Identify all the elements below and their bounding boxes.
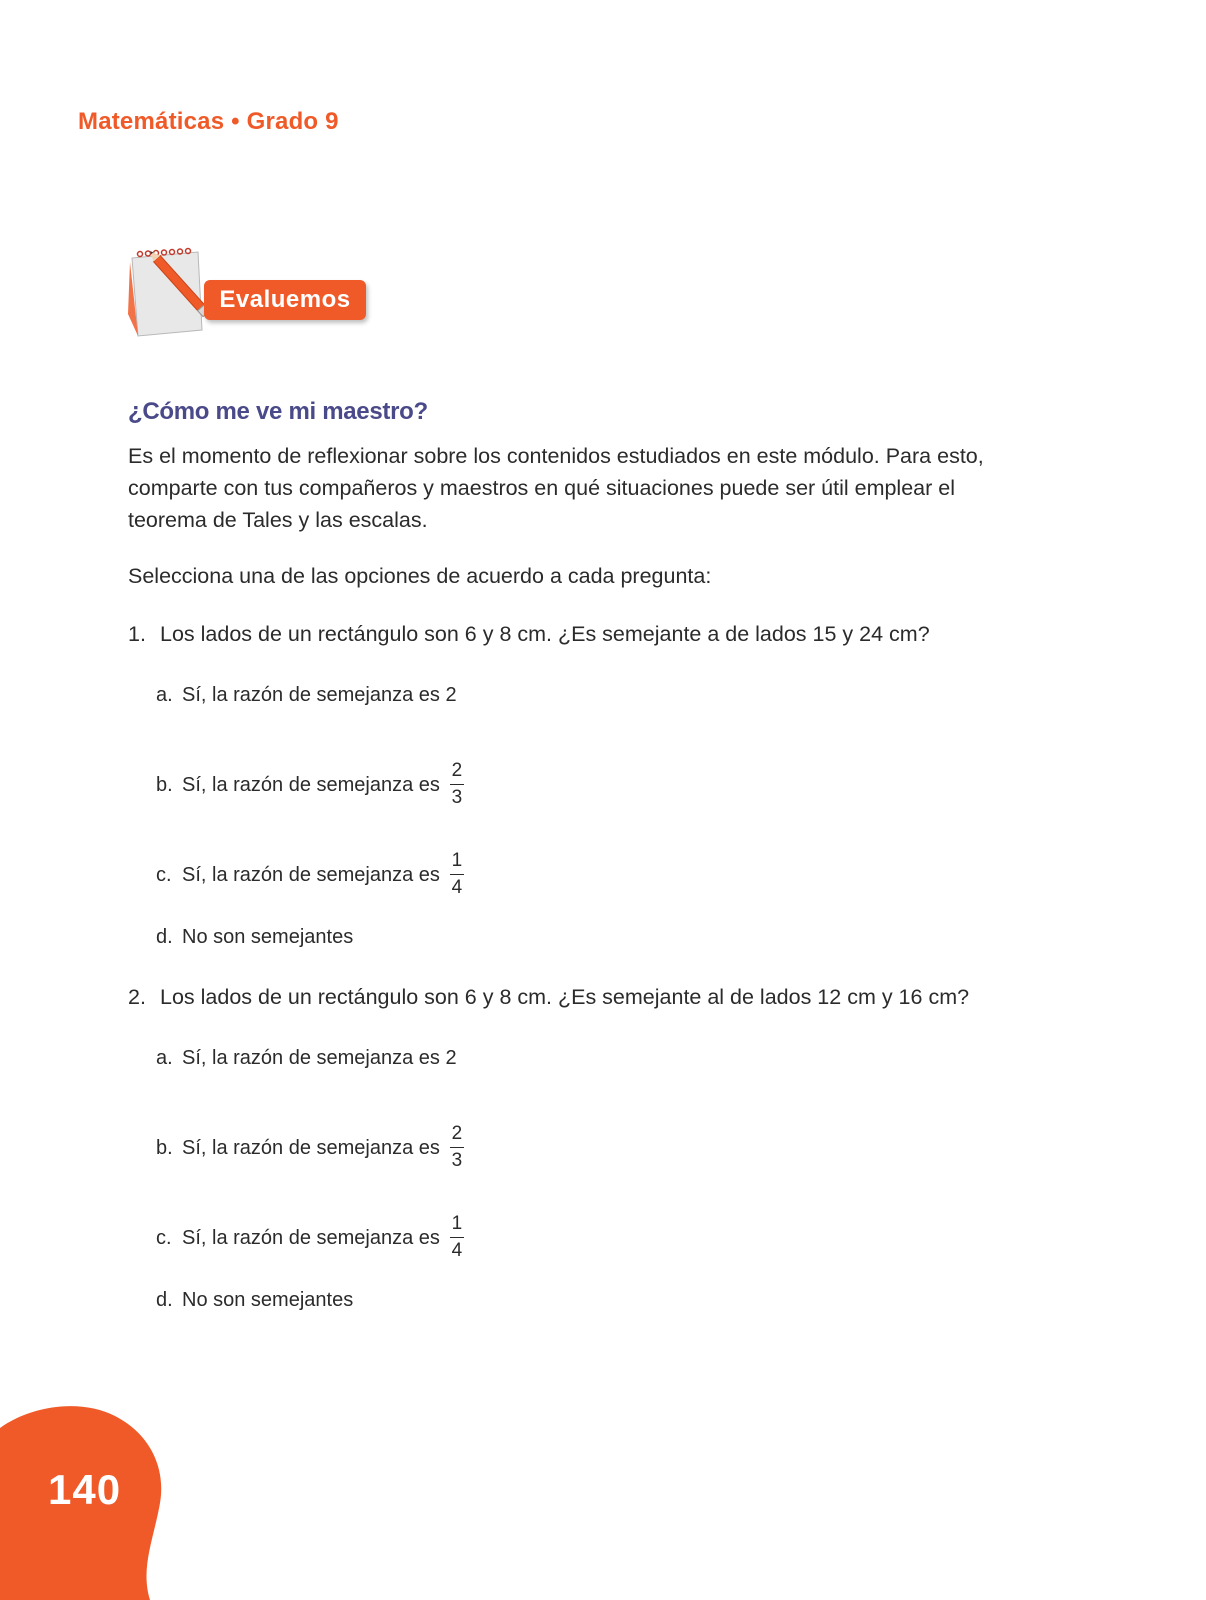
fraction-bar — [450, 1237, 464, 1238]
option-text: Sí, la razón de semejanza es 2 — [182, 684, 457, 706]
option-letter: d. — [156, 1289, 173, 1311]
fraction — [450, 850, 464, 899]
q2-option-a[interactable] — [156, 1043, 457, 1073]
option-text: Sí, la razón de semejanza es — [182, 773, 440, 796]
header-title: Matemáticas • Grado 9 — [78, 108, 339, 135]
question-2 — [128, 981, 969, 1013]
fraction-bar — [450, 1147, 464, 1148]
fraction — [450, 1123, 464, 1172]
fraction — [450, 760, 464, 809]
option-letter: b. — [156, 1136, 173, 1159]
fraction-denominator: 4 — [451, 877, 463, 898]
option-letter: c. — [156, 863, 172, 886]
q1-option-d[interactable] — [156, 922, 353, 952]
fraction-denominator: 3 — [451, 787, 463, 808]
fraction-numerator: 2 — [451, 760, 463, 781]
option-text: No son semejantes — [182, 926, 354, 948]
question-text: Los lados de un rectángulo son 6 y 8 cm. ¿Es semejante a de lados 15 y 24 cm? — [159, 622, 930, 646]
section-heading: ¿Cómo me ve mi maestro? — [128, 398, 428, 425]
fraction-bar — [450, 874, 464, 875]
badge-label: Evaluemos — [204, 280, 366, 320]
option-letter: a. — [156, 1047, 173, 1069]
q1-option-c[interactable] — [156, 850, 464, 899]
option-text: Sí, la razón de semejanza es — [182, 863, 440, 886]
page-number: 140 — [48, 1466, 122, 1513]
intro-paragraph: Es el momento de reflexionar sobre los contenidos estudiados en este módulo. Para esto, comparte con tus compañeros y maestros en qué situaciones puede ser útil emplear el teorema de Tales y las escalas. — [128, 444, 984, 532]
option-letter: c. — [156, 1226, 172, 1249]
question-text: Los lados de un rectángulo son 6 y 8 cm. ¿Es semejante al de lados 12 cm y 16 cm? — [159, 985, 970, 1009]
fraction-numerator: 2 — [451, 1123, 463, 1144]
option-letter: d. — [156, 926, 173, 948]
fraction-numerator: 1 — [451, 850, 463, 871]
question-number: 2. — [128, 985, 146, 1009]
fraction-denominator: 3 — [451, 1150, 463, 1171]
instruction-text: Selecciona una de las opciones de acuerdo a cada pregunta: — [128, 564, 712, 588]
option-letter: b. — [156, 773, 173, 796]
question-number: 1. — [128, 622, 146, 646]
option-letter: a. — [156, 684, 173, 706]
question-1 — [128, 618, 930, 650]
q2-option-c[interactable] — [156, 1213, 464, 1262]
fraction-numerator: 1 — [451, 1213, 463, 1234]
fraction-bar — [450, 784, 464, 785]
q1-option-a[interactable] — [156, 680, 457, 710]
evaluemos-badge — [124, 244, 374, 344]
q1-option-b[interactable] — [156, 760, 464, 809]
q2-option-b[interactable] — [156, 1123, 464, 1172]
fraction — [450, 1213, 464, 1262]
option-text: No son semejantes — [182, 1289, 354, 1311]
option-text: Sí, la razón de semejanza es — [182, 1226, 440, 1249]
q2-option-d[interactable] — [156, 1285, 353, 1315]
option-text: Sí, la razón de semejanza es — [182, 1136, 440, 1159]
fraction-denominator: 4 — [451, 1240, 463, 1261]
option-text: Sí, la razón de semejanza es 2 — [182, 1047, 457, 1069]
